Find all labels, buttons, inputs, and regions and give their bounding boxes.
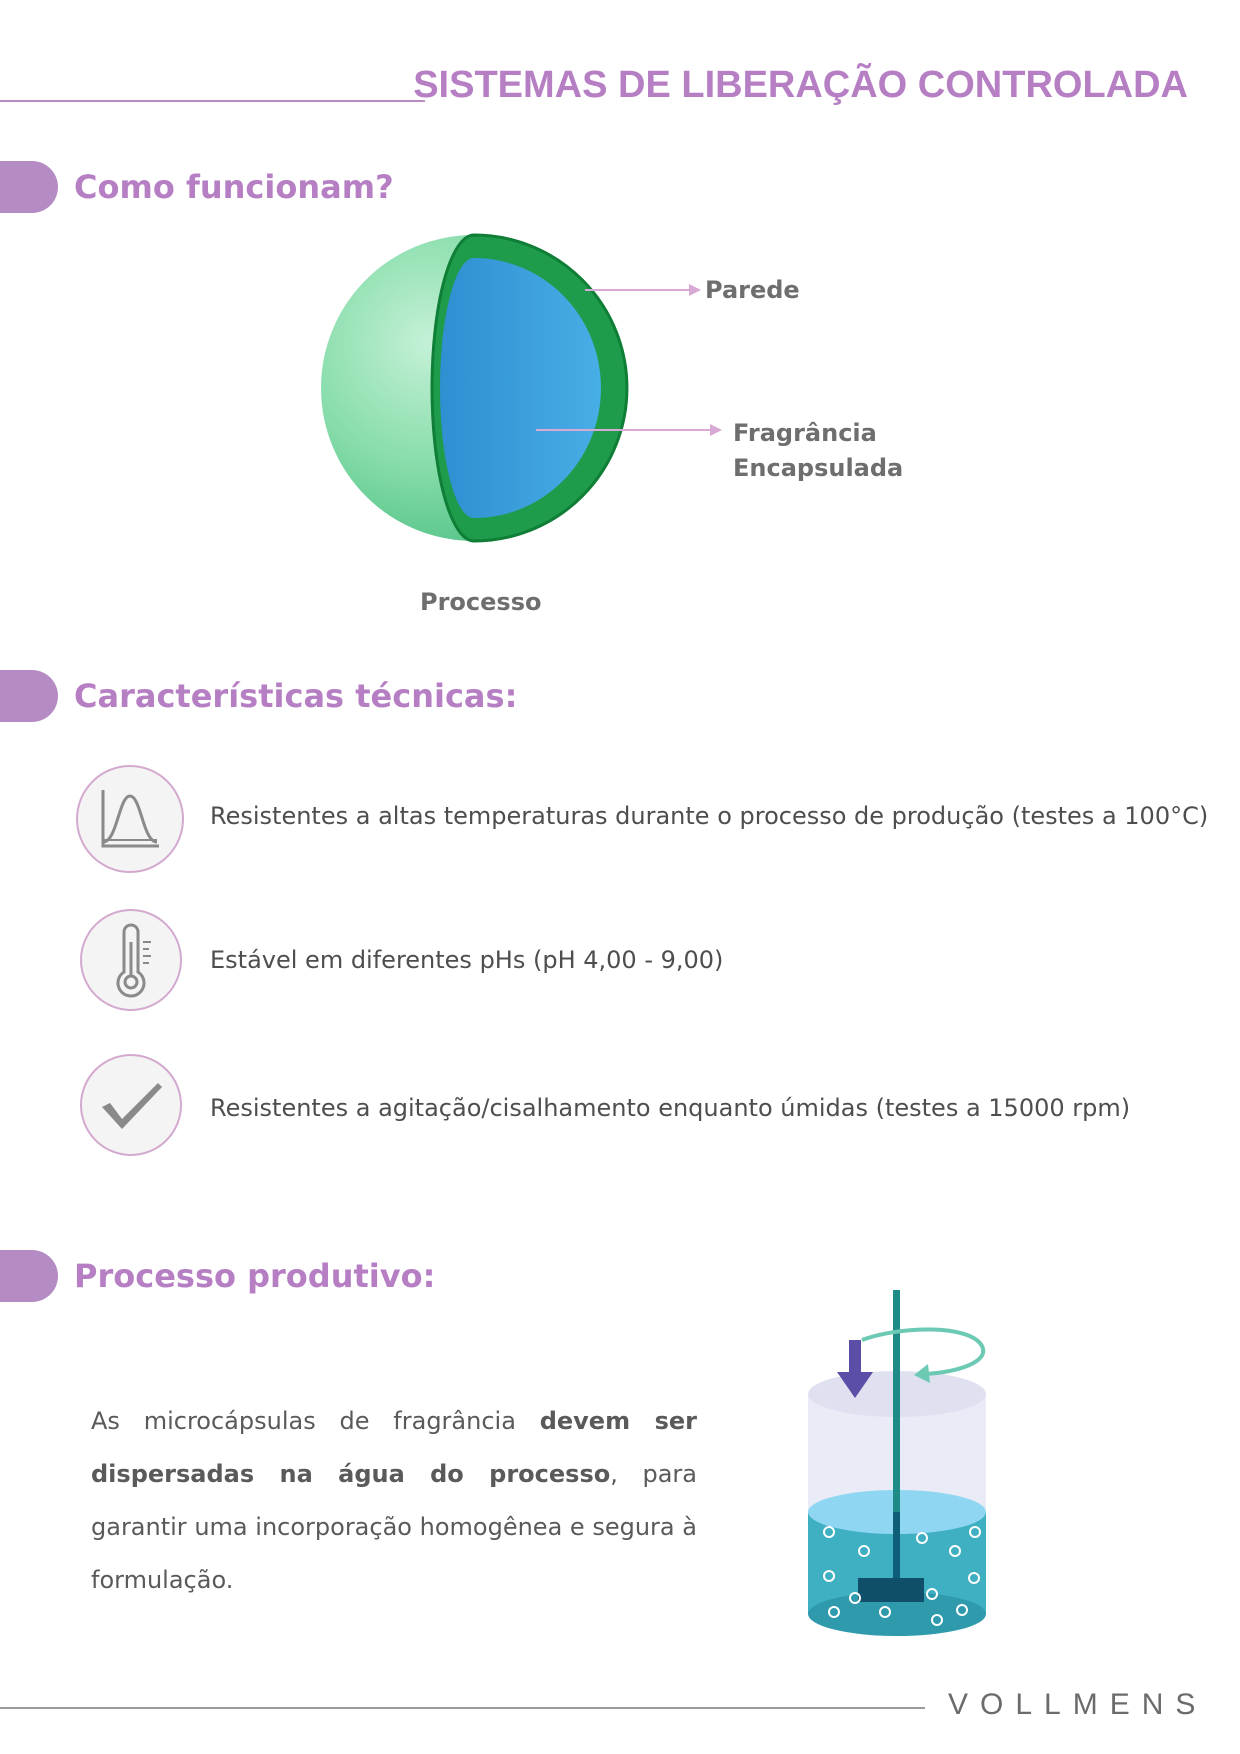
- feature-icon-circle-ph: [80, 909, 182, 1011]
- down-arrow: [849, 1340, 861, 1376]
- section-tab-production: [0, 1250, 58, 1302]
- wall-arrow: [585, 280, 705, 300]
- rotation-arrow: [862, 1329, 983, 1374]
- feature-icon-circle-shear: [80, 1054, 182, 1156]
- feature-text-ph: Estável em diferentes pHs (pH 4,00 - 9,00): [210, 946, 724, 974]
- process-paragraph: [91, 1395, 697, 1607]
- section-tab-how: [0, 161, 58, 213]
- header-rule: [0, 100, 425, 102]
- section-heading-technical: Características técnicas:: [74, 677, 518, 715]
- feature-text-temperature: Resistentes a altas temperaturas durante o processo de produção (testes a 100°C): [210, 802, 1209, 830]
- mixing-tank-illustration: [790, 1290, 1010, 1650]
- document-title: SISTEMAS DE LIBERAÇÃO CONTROLADA: [413, 64, 1188, 106]
- process-paragraph-bold: devem ser dispersadas na água do processo: [91, 1407, 698, 1488]
- process-paragraph-part1: As microcápsulas de fragrância: [91, 1407, 540, 1435]
- process-paragraph-part2: , para garantir uma incorporação homogênea e segura à formulação.: [91, 1460, 697, 1594]
- section-tab-technical: [0, 670, 58, 722]
- bell-curve-chart-icon: [95, 784, 165, 854]
- fragrance-label-line2: Encapsulada: [733, 454, 904, 482]
- section-heading-how: Como funcionam?: [74, 168, 394, 206]
- wall-label: Parede: [705, 276, 800, 304]
- microcapsule-illustration: [310, 228, 640, 548]
- fragrance-label-line1: Fragrância: [733, 419, 877, 447]
- fragrance-arrow: [536, 420, 726, 440]
- brand-logo-text: VOLLMENS: [948, 1688, 1208, 1721]
- feature-icon-circle-temperature: [76, 765, 184, 873]
- feature-text-shear: Resistentes a agitação/cisalhamento enquanto úmidas (testes a 15000 rpm): [210, 1094, 1131, 1122]
- section-heading-production: Processo produtivo:: [74, 1257, 436, 1295]
- checkmark-icon: [96, 1075, 166, 1135]
- capsule-caption: Processo: [420, 588, 542, 616]
- thermometer-icon: [103, 922, 159, 998]
- footer-rule: [0, 1707, 925, 1709]
